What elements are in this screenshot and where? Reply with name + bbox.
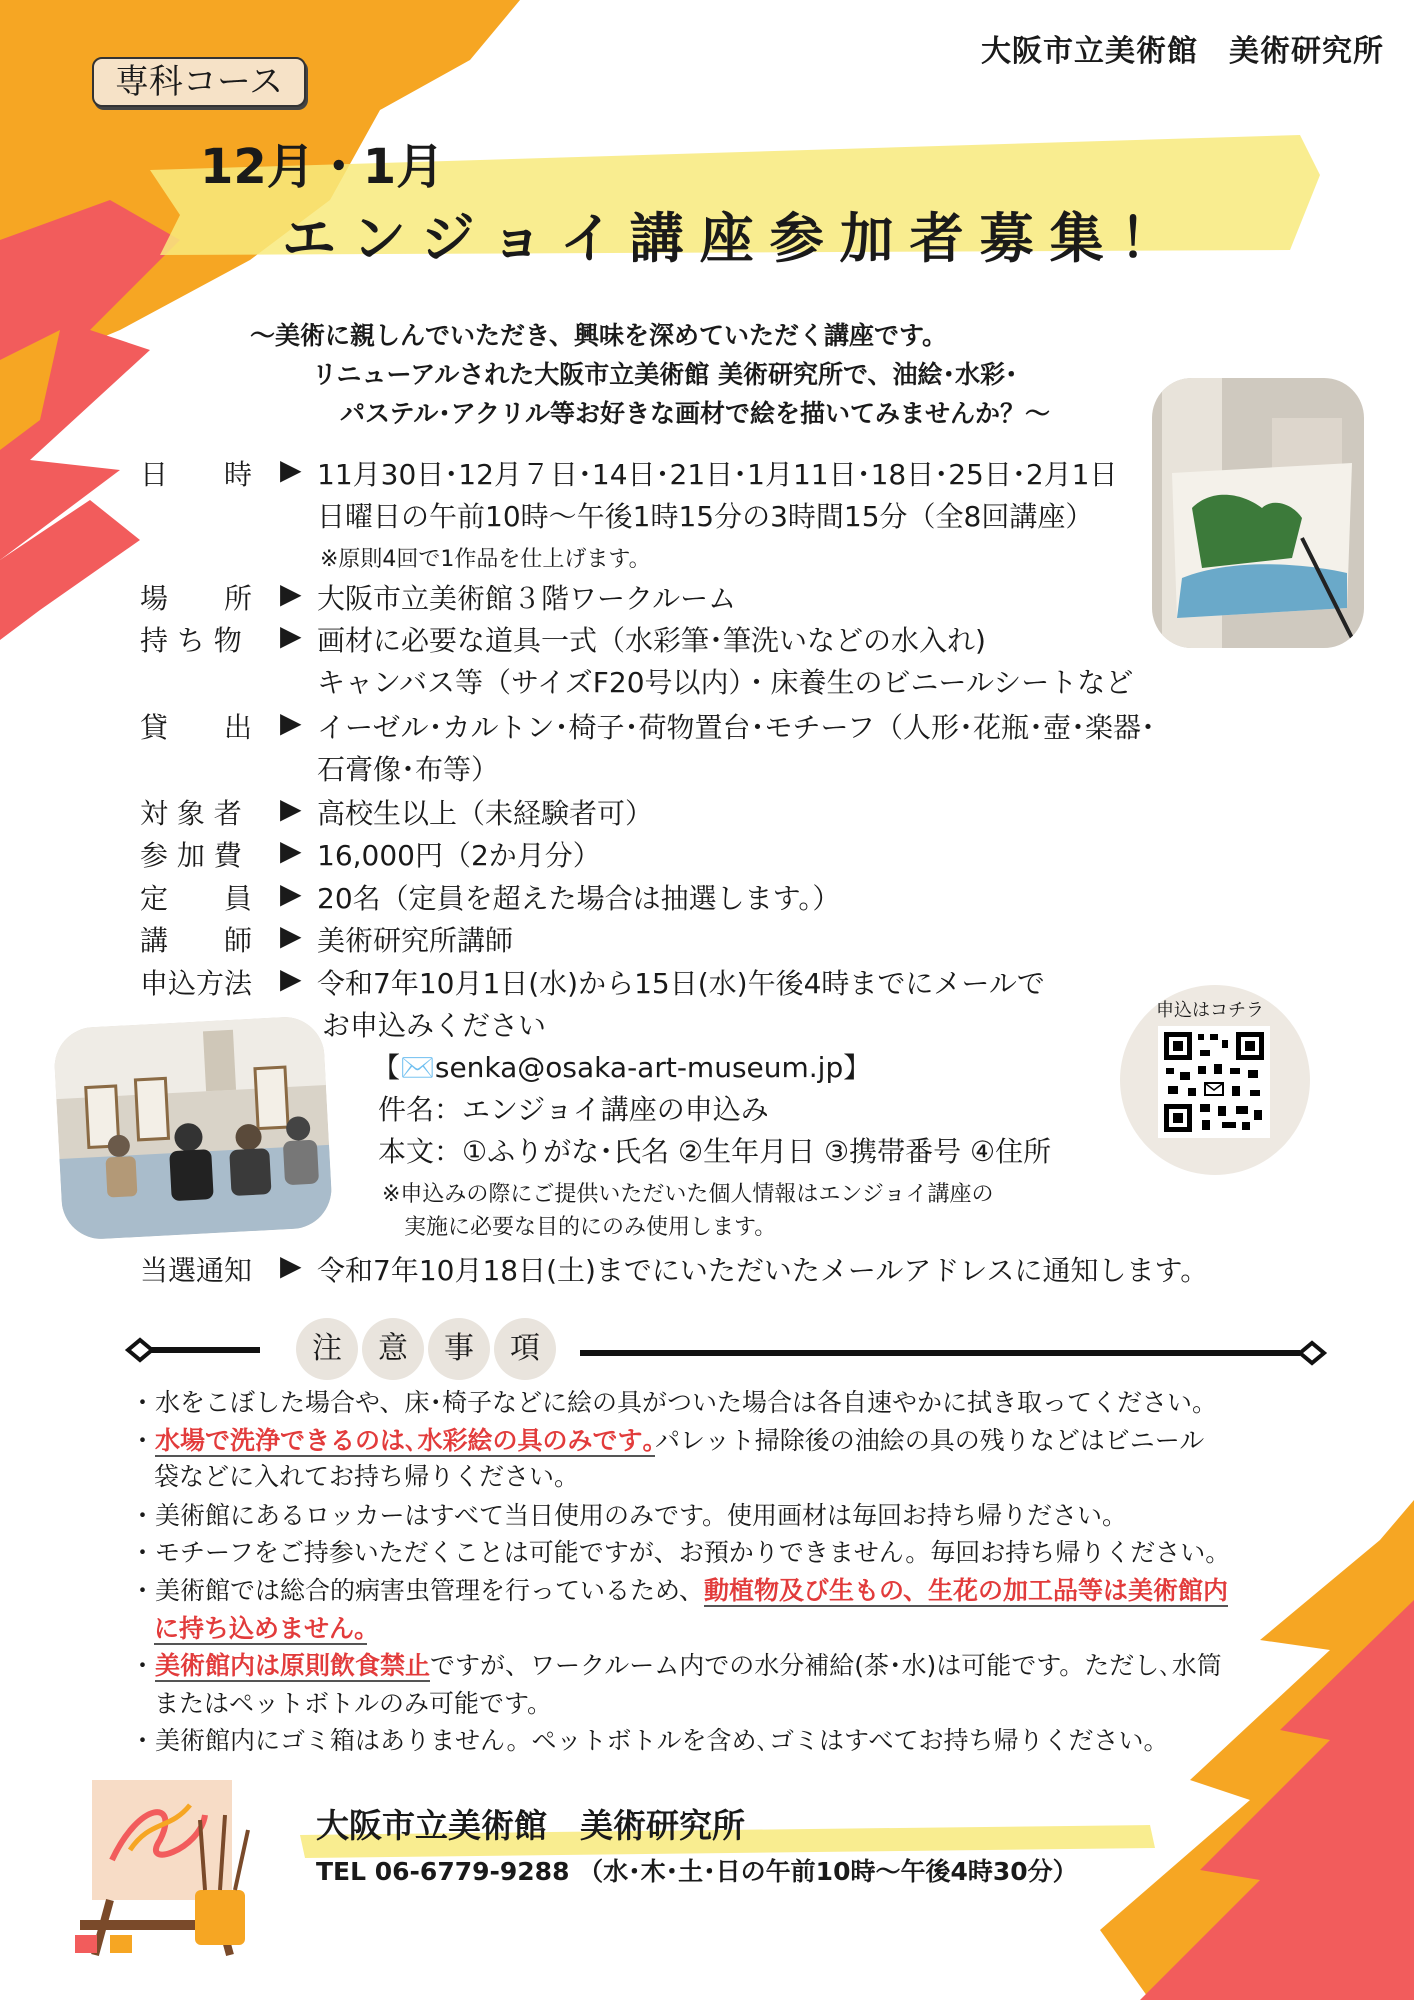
caution-item-4: ・モチーフをご持参いただくことは可能ですが、お預かりできません。毎回お持ち帰りください。: [130, 1538, 1231, 1567]
arrow-icon: ▶: [280, 453, 302, 486]
painting-photo: [1152, 378, 1364, 648]
items-label: 持 ち 物: [140, 624, 242, 657]
items-value-2: キャンバス等（サイズF20号以内）・床養生のビニールシートなど: [317, 666, 1134, 699]
caution-item-6-cont: またはペットボトルのみ可能です。: [154, 1689, 553, 1718]
datetime-dates: 11月30日･12月７日･14日･21日･1月11日･18日･25日･2月1日: [317, 458, 1118, 491]
rental-value-2: 石膏像･布等）: [317, 753, 500, 786]
apply-note-1: ※申込みの際にご提供いただいた個人情報はエンジョイ講座の: [382, 1182, 994, 1207]
title-date: 12月・1月: [200, 139, 445, 195]
arrow-icon: ▶: [280, 706, 302, 739]
caution-item-2: ・水場で洗浄できるのは､水彩絵の具のみです｡パレット掃除後の油絵の具の残りなどはビニール: [130, 1426, 1205, 1455]
items-value-1: 画材に必要な道具一式（水彩筆･筆洗いなどの水入れ): [317, 624, 986, 657]
course-badge: 専科コース: [92, 57, 306, 107]
notify-label: 当選通知: [140, 1254, 253, 1287]
workshop-photo: [53, 1015, 334, 1241]
intro-line-2: リニューアルされた大阪市立美術館 美術研究所で、油絵･水彩･: [312, 360, 1018, 389]
datetime-time: 日曜日の午前10時〜午後1時15分の3時間15分（全8回講座）: [317, 500, 1094, 533]
rental-value-1: イーゼル･カルトン･椅子･荷物置台･モチーフ（人形･花瓶･壺･楽器･: [317, 711, 1156, 744]
fee-label: 参 加 費: [140, 839, 242, 872]
datetime-label: 日 時: [140, 458, 253, 491]
caution-heading-char: 事: [428, 1318, 490, 1380]
footer-phone: TEL 06-6779-9288 （水･木･土･日の午前10時〜午後4時30分）: [316, 1857, 1078, 1886]
datetime-note: ※原則4回で1作品を仕上げます。: [320, 547, 651, 572]
capacity-label: 定 員: [140, 882, 253, 915]
instructor-value: 美術研究所講師: [317, 924, 514, 957]
instructor-label: 講 師: [140, 924, 253, 957]
apply-email[interactable]: 【✉️senka@osaka-art-museum.jp】: [372, 1051, 872, 1084]
notify-value: 令和7年10月18日(土)までにいただいたメールアドレスに通知します。: [317, 1254, 1209, 1287]
caution-heading-char: 項: [494, 1318, 556, 1380]
target-label: 対 象 者: [140, 797, 242, 830]
place-value: 大阪市立美術館３階ワークルーム: [317, 582, 737, 615]
caution-heading-char: 意: [362, 1318, 424, 1380]
intro-line-3: パステル･アクリル等お好きな画材で絵を描いてみませんか？〜: [340, 399, 1051, 428]
rental-label: 貸 出: [140, 711, 253, 744]
intro-line-1: 〜美術に親しんでいただき、興味を深めていただく講座です。: [250, 321, 948, 350]
caution-item-6: ・美術館内は原則飲食禁止ですが、ワークルーム内での水分補給(茶･水)は可能です。ただし､水筒: [130, 1651, 1222, 1680]
arrow-icon: ▶: [280, 962, 302, 995]
arrow-icon: ▶: [280, 834, 302, 867]
caution-item-5: ・美術館では総合的病害虫管理を行っているため、動植物及び生もの、生花の加工品等は美術館内: [130, 1576, 1229, 1605]
apply-body: 本文：①ふりがな･氏名 ②生年月日 ③携帯番号 ④住所: [378, 1135, 1052, 1168]
arrow-icon: ▶: [280, 1249, 302, 1282]
place-label: 場 所: [140, 582, 253, 615]
caution-item-7: ・美術館内にゴミ箱はありません。ペットボトルを含め､ゴミはすべてお持ち帰りください。: [130, 1726, 1169, 1755]
caution-item-2-cont: 袋などに入れてお持ち帰りください。: [154, 1462, 580, 1491]
apply-value-2: お申込みください: [322, 1009, 547, 1042]
caution-heading-char: 注: [296, 1318, 358, 1380]
arrow-icon: ▶: [280, 919, 302, 952]
apply-subject: 件名：エンジョイ講座の申込み: [378, 1093, 769, 1126]
qr-code-icon[interactable]: [1158, 1026, 1270, 1138]
capacity-value: 20名（定員を超えた場合は抽選します。）: [317, 882, 841, 915]
organization-name: 大阪市立美術館 美術研究所: [981, 34, 1384, 69]
apply-label: 申込方法: [140, 967, 253, 1000]
fee-value: 16,000円（2か月分）: [317, 839, 601, 872]
page-title: エンジョイ講座参加者募集！: [282, 207, 1190, 270]
arrow-icon: ▶: [280, 619, 302, 652]
arrow-icon: ▶: [280, 577, 302, 610]
qr-label: 申込はコチラ: [1156, 1000, 1264, 1021]
target-value: 高校生以上（未経験者可）: [317, 797, 654, 830]
apply-value-1: 令和7年10月1日(水)から15日(水)午後4時までにメールで: [317, 967, 1045, 1000]
caution-item-3: ・美術館にあるロッカーはすべて当日使用のみです。使用画材は毎回お持ち帰りださい。: [130, 1501, 1128, 1530]
footer-organization: 大阪市立美術館 美術研究所: [316, 1806, 745, 1845]
apply-note-2: 実施に必要な目的にのみ使用します。: [404, 1215, 777, 1240]
arrow-icon: ▶: [280, 877, 302, 910]
caution-item-5-cont: に持ち込めません｡: [154, 1614, 367, 1643]
arrow-icon: ▶: [280, 792, 302, 825]
caution-item-1: ・水をこぼした場合や、床･椅子などに絵の具がついた場合は各自速やかに拭き取ってください。: [130, 1388, 1218, 1417]
